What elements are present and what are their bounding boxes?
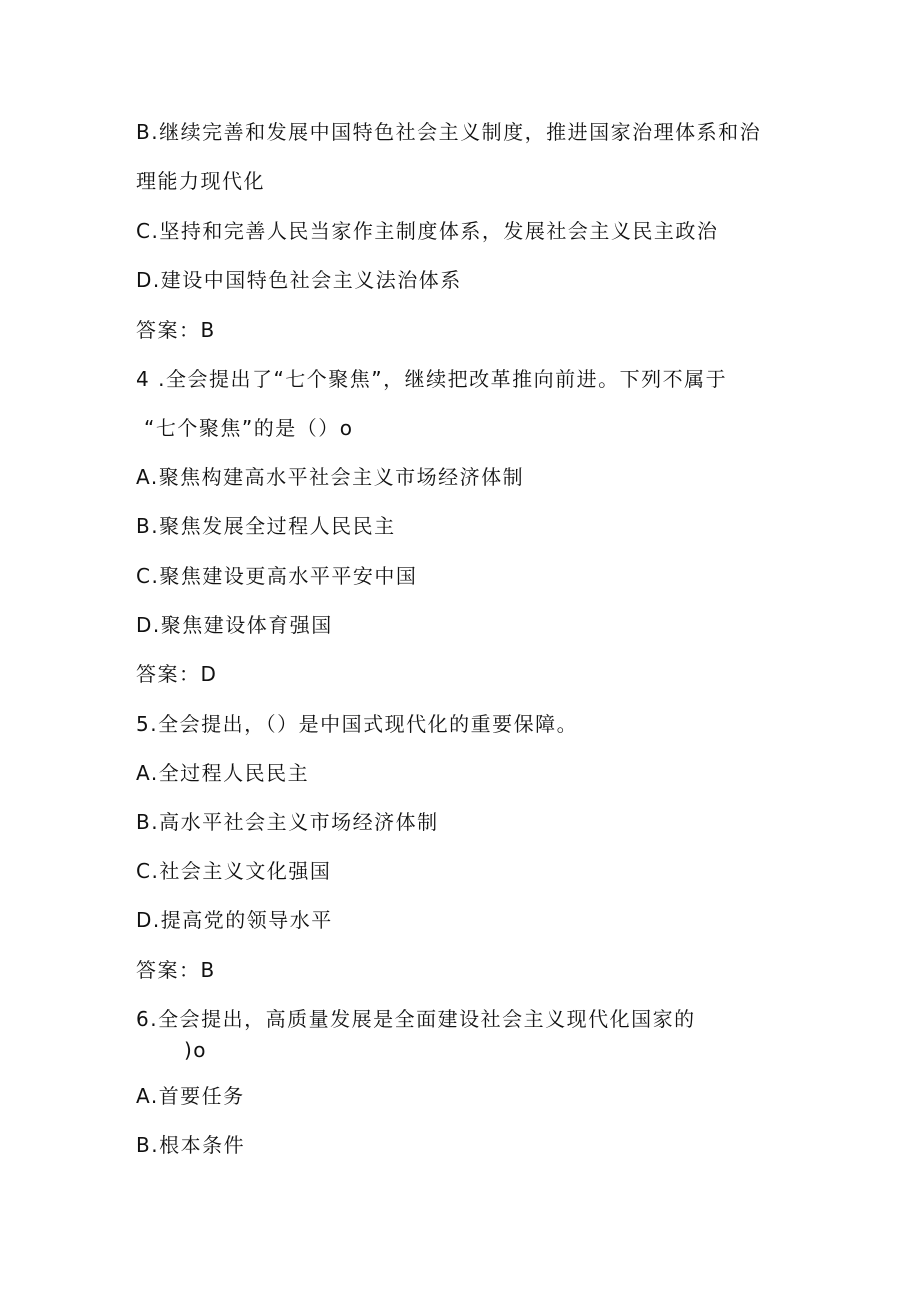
option-5c: C.社会主义文化强国 [136, 859, 332, 883]
option-5b: B.高水平社会主义市场经济体制 [136, 810, 439, 834]
question-4-line-1: 4 .全会提出了“七个聚焦”，继续把改革推向前进。下列不属于 [136, 367, 728, 391]
question-6-line-1: 6.全会提出，高质量发展是全面建设社会主义现代化国家的 [136, 1007, 696, 1031]
option-4a: A.聚焦构建高水平社会主义市场经济体制 [136, 465, 525, 489]
option-6a: A.首要任务 [136, 1084, 245, 1108]
question-4-line-2: “七个聚焦”的是（）o [144, 416, 354, 440]
option-5d: D.提高党的领导水平 [136, 908, 333, 932]
question-5: 5.全会提出，（）是中国式现代化的重要保障。 [136, 712, 579, 736]
option-5a: A.全过程人民民主 [136, 761, 310, 785]
option-3b-line-2: 理能力现代化 [136, 169, 265, 193]
option-3b-line-1: B.继续完善和发展中国特色社会主义制度，推进国家治理体系和治 [136, 120, 762, 144]
question-6-line-2: )o [184, 1038, 208, 1062]
option-4d: D.聚焦建设体育强国 [136, 613, 333, 637]
answer-4: 答案：D [136, 662, 218, 686]
option-3c: C.坚持和完善人民当家作主制度体系，发展社会主义民主政治 [136, 219, 719, 243]
answer-5: 答案：B [136, 958, 216, 982]
option-4c: C.聚焦建设更高水平平安中国 [136, 564, 418, 588]
option-4b: B.聚焦发展全过程人民民主 [136, 514, 396, 538]
option-3d: D.建设中国特色社会主义法治体系 [136, 268, 462, 292]
option-6b: B.根本条件 [136, 1133, 246, 1157]
answer-3: 答案：B [136, 318, 216, 342]
